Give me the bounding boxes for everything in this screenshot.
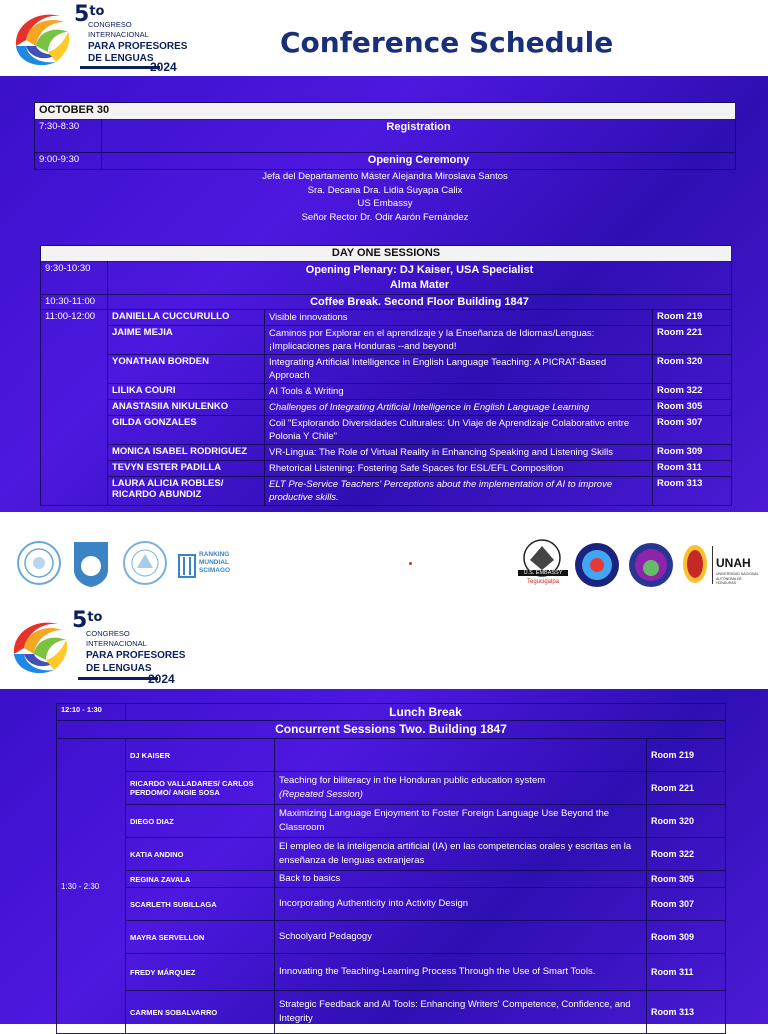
time-cell: 7:30-8:30: [35, 120, 102, 153]
presenter-name: TEVYN ESTER PADILLA: [108, 461, 265, 477]
logo-number: 5: [74, 2, 90, 27]
room-label: Room 313: [647, 991, 726, 1034]
session-row: [57, 991, 726, 1034]
logo-line2: INTERNACIONAL: [86, 639, 147, 648]
session-title-cell: [275, 871, 647, 888]
lunch-label: Lunch Break: [126, 704, 726, 721]
language-center-logo-icon: [574, 542, 620, 588]
room-label: Room 309: [653, 445, 732, 461]
session-title: Teaching for biliteracy in the Honduran public education system: [279, 775, 546, 786]
concurrent-header: Concurrent Sessions Two. Building 1847: [57, 721, 726, 739]
session-row: [57, 805, 726, 838]
time-cell: 12:10 - 1:30: [57, 704, 126, 721]
session-title-cell: [275, 838, 647, 871]
presenter-name: DANIELLA CUCCURULLO: [108, 310, 265, 326]
session-title-cell: [275, 739, 647, 772]
session-subtitle: (Repeated Session): [279, 789, 363, 800]
day-one-header-row: [41, 246, 732, 262]
logo-line4: DE LENGUAS: [88, 53, 154, 64]
registration-row: [35, 120, 736, 153]
session-title: Caminos por Explorar en el aprendizaje y la Enseñanza de Idiomas/Lenguas: ¡Implicaciones para Honduras --and beyond!: [265, 326, 653, 355]
session-row: [41, 461, 732, 477]
lunch-row: [57, 704, 726, 721]
time-cell: 11:00-12:00: [41, 310, 108, 506]
room-label: Room 221: [647, 772, 726, 805]
logo-year: 2024: [150, 60, 177, 74]
concurrent-header-row: [57, 721, 726, 739]
registration-label: Registration: [102, 120, 736, 153]
session-title: Back to basics: [279, 873, 341, 884]
session-row: [41, 477, 732, 506]
session-title-cell: [275, 921, 647, 954]
presenter-name: KATIA ANDINO: [126, 838, 275, 871]
room-label: Room 309: [647, 921, 726, 954]
session-title: Visible innovations: [265, 310, 653, 326]
session-row: [41, 355, 732, 384]
unah-crest-icon: [682, 544, 708, 584]
red-dot: [409, 562, 412, 565]
session-row: [41, 445, 732, 461]
ceremony-label: Opening Ceremony: [102, 153, 736, 170]
logo-sup: to: [87, 610, 103, 625]
session-title: Incorporating Authenticity into Activity Design: [279, 898, 469, 909]
logo-line1: CONGRESO: [88, 20, 132, 29]
ranking-building-icon: [178, 549, 196, 579]
congress-logo-2: [6, 610, 196, 686]
session-row: [57, 772, 726, 805]
presenter-name: CARMEN SOBALVARRO: [126, 991, 275, 1034]
room-label: Room 322: [653, 384, 732, 400]
presenter-name: REGINA ZAVALA: [126, 871, 275, 888]
colorful-spiral-icon: [8, 6, 78, 72]
session-title: AI Tools & Writing: [265, 384, 653, 400]
session-row: [57, 921, 726, 954]
schedule-table-afternoon: [56, 703, 726, 1034]
logo-underline: [80, 66, 160, 69]
room-label: Room 307: [647, 888, 726, 921]
presenter-name: DJ KAISER: [126, 739, 275, 772]
room-label: Room 221: [653, 326, 732, 355]
session-row: [41, 400, 732, 416]
ceremony-line: Señor Rector Dr. Odir Aarón Fernández: [301, 211, 469, 223]
presenter-name: SCARLETH SUBILLAGA: [126, 888, 275, 921]
session-row: [41, 416, 732, 445]
date-label: OCTOBER 30: [35, 103, 736, 120]
logo-line3: PARA PROFESORES: [86, 650, 186, 661]
room-label: Room 313: [653, 477, 732, 506]
time-cell: 9:30-10:30: [41, 262, 108, 295]
ceremony-line: Sra. Decana Dra. Lidia Suyapa Calix: [307, 184, 463, 196]
ceremony-details: [34, 170, 736, 224]
presenter-name: GILDA GONZALES: [108, 416, 265, 445]
plenary-title: Opening Plenary: DJ Kaiser, USA Specialist: [305, 264, 534, 276]
time-cell: 1:30 - 2:30: [57, 739, 126, 1034]
session-title: ELT Pre-Service Teachers' Perceptions about the implementation of AI to improve productive skills.: [265, 477, 653, 506]
presenter-name: LILIKA COURI: [108, 384, 265, 400]
logo-line1: CONGRESO: [86, 629, 130, 638]
room-label: Room 307: [653, 416, 732, 445]
time-cell: 9:00-9:30: [35, 153, 102, 170]
session-row: [57, 954, 726, 991]
page-title: Conference Schedule: [280, 26, 614, 59]
time-cell: 10:30-11:00: [41, 295, 108, 310]
session-title: Strategic Feedback and AI Tools: Enhancing Writers' Competence, Confidence, and Integrity: [279, 999, 631, 1024]
session-title-cell: [275, 772, 647, 805]
session-title: Challenges of Integrating Artificial Intelligence in English Language Learning: [265, 400, 653, 416]
session-title-cell: [275, 805, 647, 838]
embassy-label: U.S. EMBASSY: [518, 570, 568, 576]
logo-line4: DE LENGUAS: [86, 663, 152, 674]
faculty-seal-icon: [122, 540, 168, 586]
room-label: Room 219: [653, 310, 732, 326]
session-row: [41, 310, 732, 326]
session-title-cell: [275, 888, 647, 921]
session-title: Coil "Explorando Diversidades Culturales: Un Viaje de Aprendizaje Colaborativo entre Polonia Y Chile": [265, 416, 653, 445]
room-label: Room 311: [653, 461, 732, 477]
room-label: Room 305: [647, 871, 726, 888]
presenter-name: FREDY MÁRQUEZ: [126, 954, 275, 991]
session-row: [57, 739, 726, 772]
presenter-name: DIEGO DIAZ: [126, 805, 275, 838]
presenter-name: MAYRA SERVELLON: [126, 921, 275, 954]
university-seal-icon: [16, 540, 62, 586]
colorful-spiral-icon: [6, 612, 76, 682]
session-title: Maximizing Language Enjoyment to Foster Foreign Language Use Beyond the Classroom: [279, 808, 610, 833]
sponsor-logos-right: [516, 538, 764, 594]
room-label: Room 322: [647, 838, 726, 871]
room-label: Room 320: [653, 355, 732, 384]
date-row: [35, 103, 736, 120]
coffee-row: [41, 295, 732, 310]
day-one-header: DAY ONE SESSIONS: [41, 246, 732, 262]
session-row: [57, 871, 726, 888]
logo-number: 5: [72, 608, 88, 633]
session-row: [41, 384, 732, 400]
session-title: Rhetorical Listening: Fostering Safe Spaces for ESL/EFL Composition: [265, 461, 653, 477]
presenter-name: RICARDO VALLADARES/ CARLOS PERDOMO/ ANGIE SOSA: [126, 772, 275, 805]
coffee-label: Coffee Break. Second Floor Building 1847: [108, 295, 732, 310]
session-row: [57, 838, 726, 871]
session-title: Innovating the Teaching-Learning Process Through the Use of Smart Tools.: [279, 966, 596, 977]
logo-line3: PARA PROFESORES: [88, 41, 188, 52]
unah-sub-label: UNIVERSIDAD NACIONAL AUTÓNOMA DE HONDURAS: [716, 572, 759, 585]
embassy-city: Tegucigalpa: [526, 579, 560, 585]
department-logo-icon: [628, 542, 674, 588]
logo-underline: [78, 677, 158, 680]
shield-badge-icon: [72, 540, 110, 588]
presenter-name: MONICA ISABEL RODRIGUEZ: [108, 445, 265, 461]
unah-label: UNAH: [716, 556, 751, 570]
ceremony-row: [35, 153, 736, 170]
room-label: Room 311: [647, 954, 726, 991]
presenter-name: ANASTASIIA NIKULENKO: [108, 400, 265, 416]
ranking-text: RANKING MUNDIAL SCIMAGO: [199, 551, 231, 574]
session-title: Schoolyard Pedagogy: [279, 931, 372, 942]
schedule-table-day-one: [34, 102, 736, 170]
room-label: Room 305: [653, 400, 732, 416]
presenter-name: JAIME MEJIA: [108, 326, 265, 355]
session-title-cell: [275, 991, 647, 1034]
congress-logo: [8, 4, 198, 74]
session-title: Integrating Artificial Intelligence in English Language Teaching: A PICRAT-Based Approach: [265, 355, 653, 384]
session-title-cell: [275, 954, 647, 991]
plenary-venue: Alma Mater: [389, 279, 450, 291]
session-title: El empleo de la inteligencia artificial (IA) en las competencias orales y escritas en la enseñanza de lenguas extranjeras: [279, 841, 632, 866]
ceremony-line: US Embassy: [357, 198, 413, 209]
logo-sup: to: [89, 4, 105, 19]
sponsor-logos-left: [16, 540, 256, 588]
session-row: [57, 888, 726, 921]
session-row: [41, 326, 732, 355]
presenter-name: LAURA ALICIA ROBLES/ RICARDO ABUNDIZ: [108, 477, 265, 506]
presenter-name: YONATHAN BORDEN: [108, 355, 265, 384]
day-one-sessions-table: [40, 245, 732, 506]
ceremony-line: Jefa del Departamento Máster Alejandra Miroslava Santos: [262, 171, 508, 182]
room-label: Room 219: [647, 739, 726, 772]
room-label: Room 320: [647, 805, 726, 838]
session-title: VR-Lingua: The Role of Virtual Reality in Enhancing Speaking and Listening Skills: [265, 445, 653, 461]
unah-divider: [712, 546, 713, 584]
plenary-row: [41, 262, 732, 295]
logo-line2: INTERNACIONAL: [88, 30, 149, 39]
logo-year: 2024: [148, 672, 175, 686]
